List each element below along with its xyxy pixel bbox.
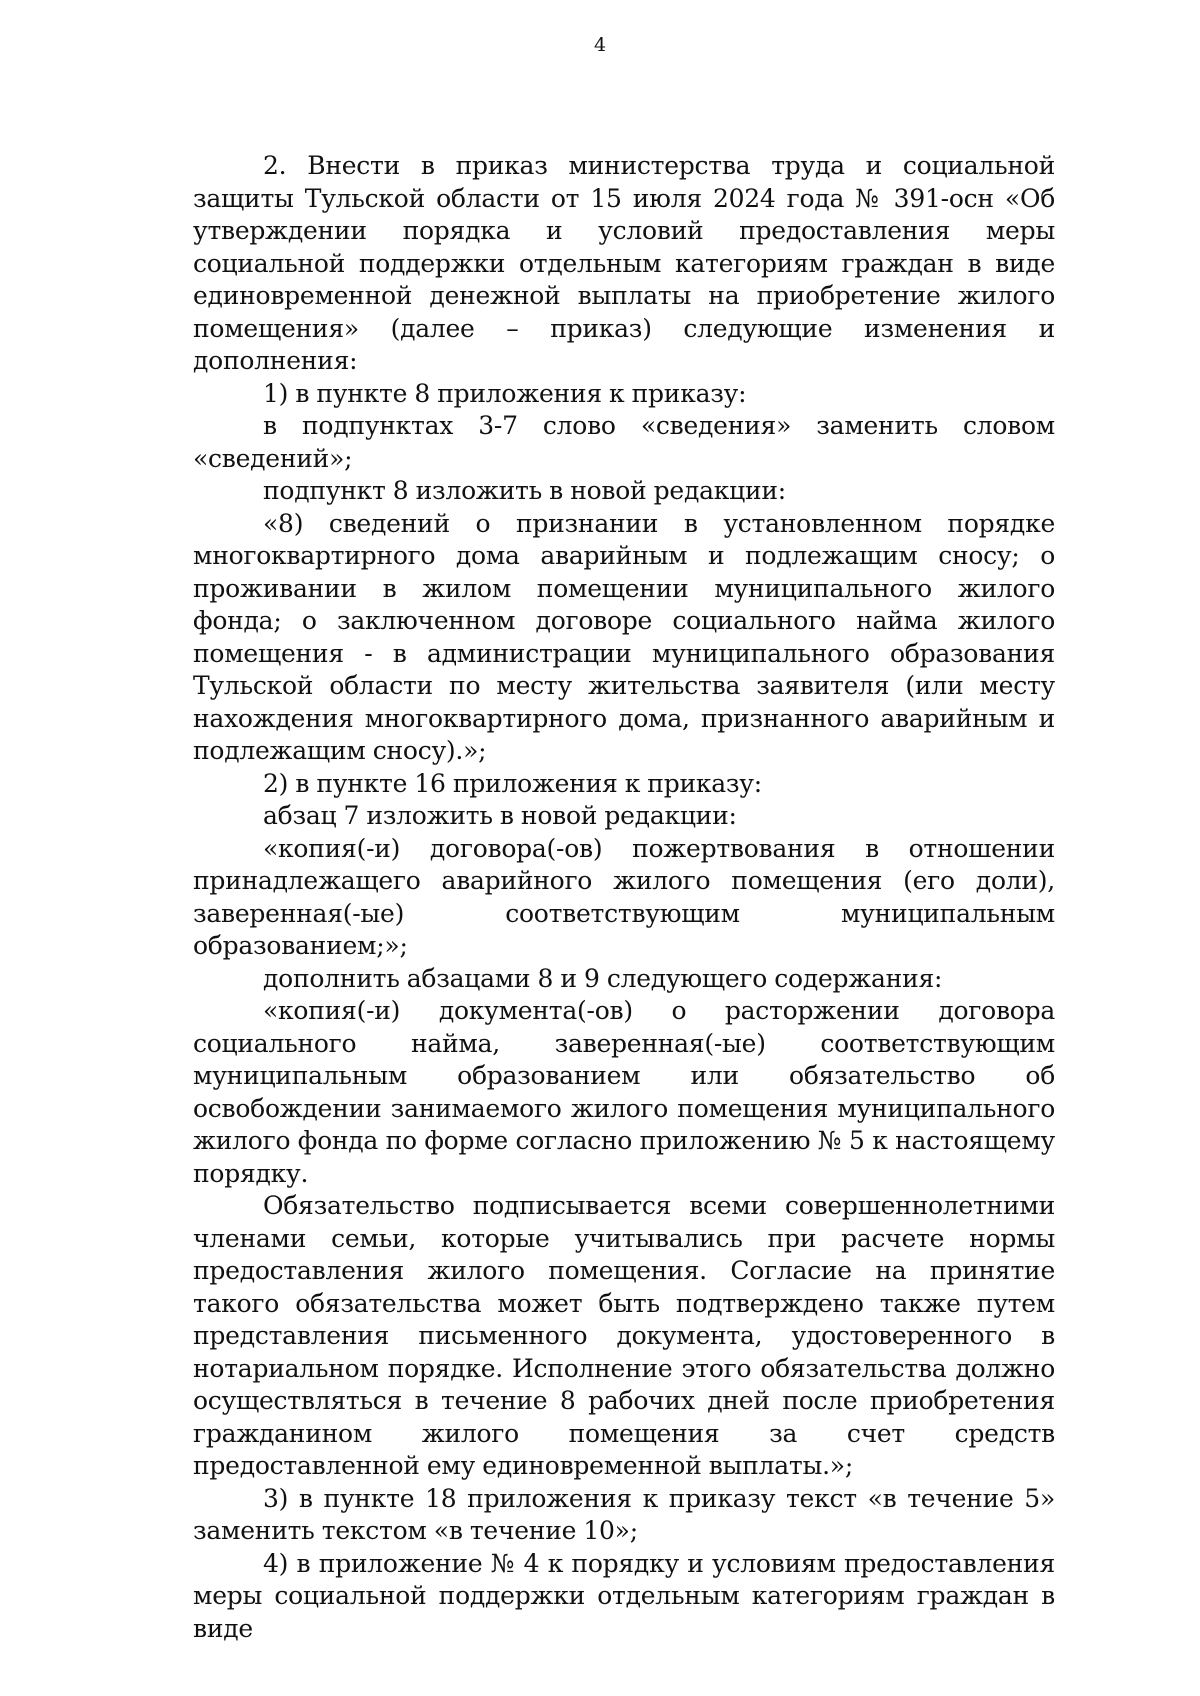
paragraph-subitem-8-text: «8) сведений о признании в установленном порядке многоквартирного дома аварийным и подлежащим сносу; о проживании в жилом помещении муниципального жилого фонда; о заключенном договоре социального найма жилого помещения - в администрации муниципального образования Тульской области по месту жительства заявителя (или месту нахождения многоквартирного дома, признанного аварийным и подлежащим сносу).»; [193, 508, 1055, 765]
paragraph-abzac-7-intro: абзац 7 изложить в новой редакции: [263, 801, 737, 830]
paragraph-abzac-7-text: «копия(-и) договора(-ов) пожертвования в отношении принадлежащего аварийного жилого помещения (его доли), заверенная(-ые) соответствующим муниципальным образованием;»; [193, 833, 1055, 960]
paragraph-item-1: 1) в пункте 8 приложения к приказу: [263, 378, 747, 408]
paragraph-subitems-3-7: в подпунктах 3-7 слово «сведения» заменить словом «сведений»; [193, 411, 1055, 473]
page-number: 4 [593, 34, 607, 56]
paragraph-item-4: 4) в приложение № 4 к порядку и условиям предоставления меры социальной поддержки отдельным категориям граждан в виде [193, 1548, 1055, 1643]
paragraph-amendment-intro: 2. Внести в приказ министерства труда и социальной защиты Тульской области от 15 июля 2024 года № 391-осн «Об утверждении порядка и условий предоставления меры социальной поддержки отдельным категориям граждан в виде единовременной денежной выплаты на приобретение жилого помещения» (далее – приказ) следующие изменения и дополнения: [193, 151, 1055, 375]
paragraph-abzac-8-text: «копия(-и) документа(-ов) о расторжении договора социального найма, заверенная(-ые) соответствующим муниципальным образованием или обязательство об освобождении занимаемого жилого помещения муниципального жилого фонда по форме согласно приложению № 5 к настоящему порядку. [193, 996, 1055, 1188]
paragraph-abzac-8-9-intro: дополнить абзацами 8 и 9 следующего содержания: [263, 963, 943, 993]
paragraph-abzac-9-text: Обязательство подписывается всеми совершеннолетними членами семьи, которые учитывались при расчете нормы предоставления жилого помещения. Согласие на принятие такого обязательства может быть подтверждено также путем представления письменного документа, удостоверенного в нотариальном порядке. Исполнение этого обязательства должно осуществляться в течение 8 рабочих дней после приобретения гражданином жилого помещения за счет средств предоставленной ему единовременной выплаты.»; [193, 1191, 1055, 1480]
paragraph-item-2: 2) в пункте 16 приложения к приказу: [263, 768, 762, 798]
paragraph-item-3: 3) в пункте 18 приложения к приказу текст «в течение 5» заменить текстом «в течение 10»; [193, 1483, 1055, 1545]
document-body [193, 150, 1055, 1645]
paragraph-subitem-8-intro: подпункт 8 изложить в новой редакции: [263, 476, 786, 505]
